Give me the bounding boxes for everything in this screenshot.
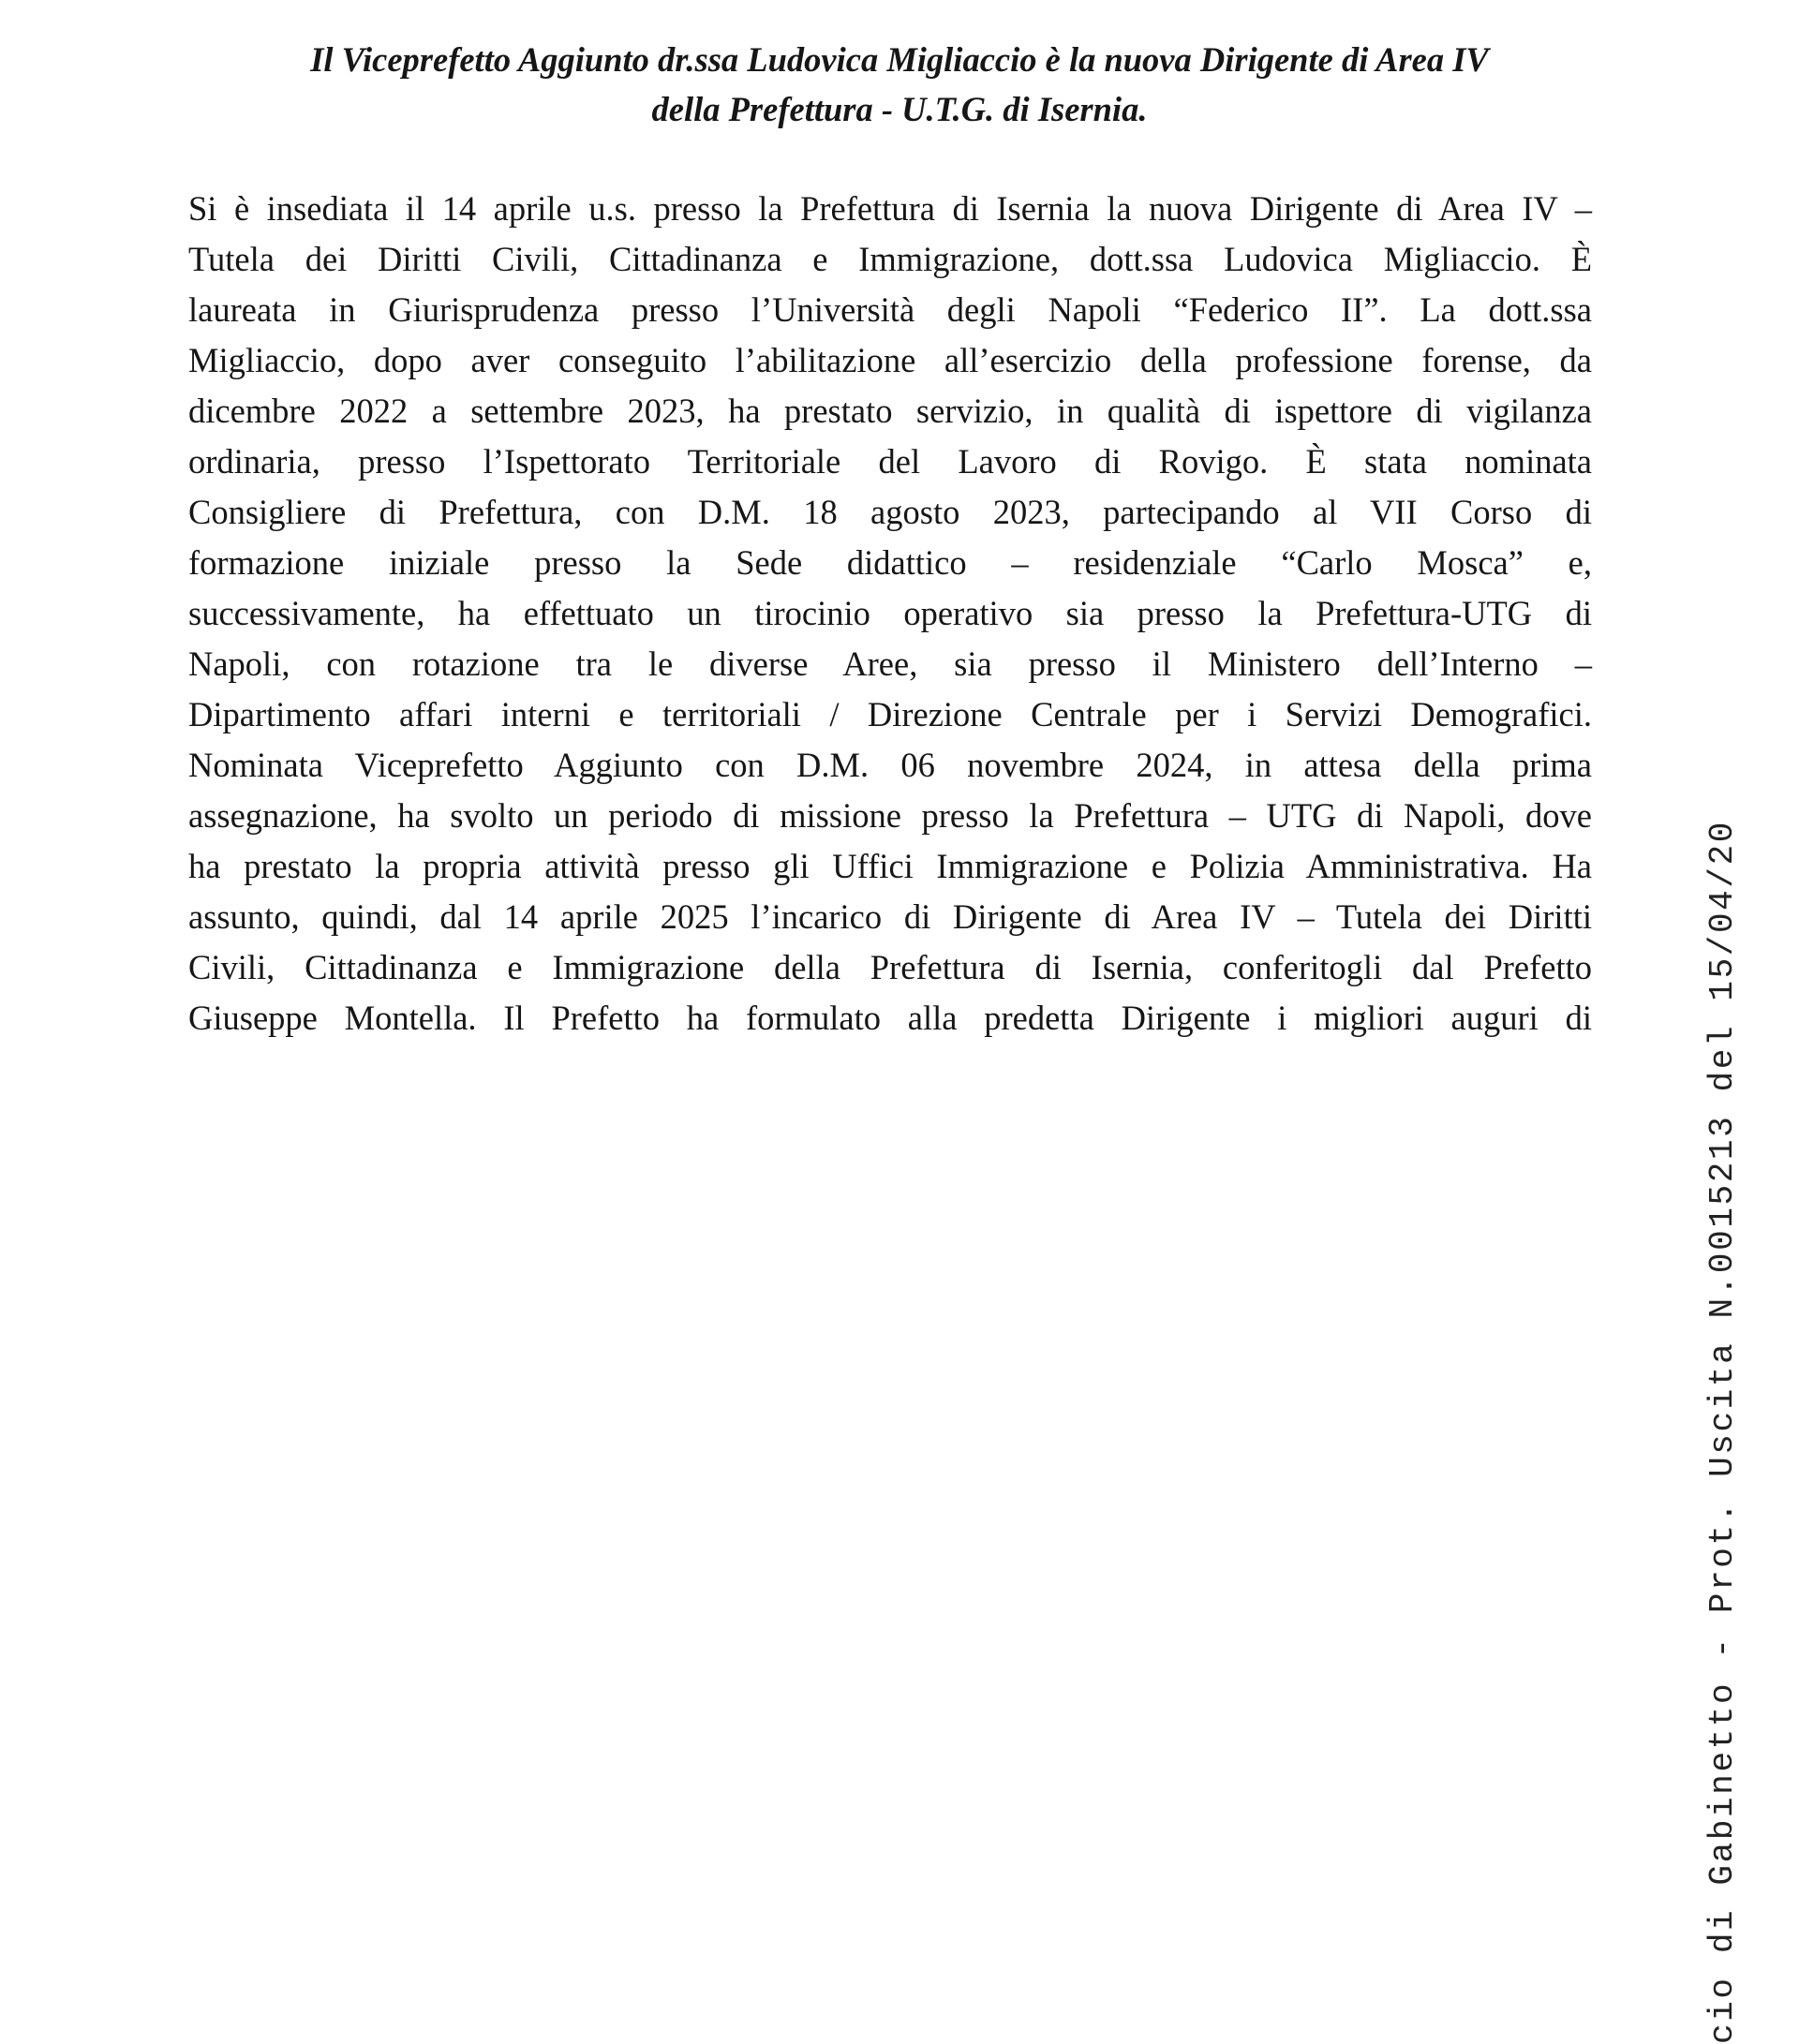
body-line: formazione iniziale presso la Sede didattico – residenziale “Carlo Mosca” e,	[188, 543, 1592, 582]
body-line: Civili, Cittadinanza e Immigrazione della Prefettura di Isernia, conferitogli dal Prefetto	[188, 948, 1592, 986]
body-line: ordinaria, presso l’Ispettorato Territoriale del Lavoro di Rovigo. È stata nominata	[188, 442, 1592, 481]
body-line: successivamente, ha effettuato un tirocinio operativo sia presso la Prefettura-UTG di	[188, 594, 1592, 632]
body-line: assegnazione, ha svolto un periodo di missione presso la Prefettura – UTG di Napoli, dove	[188, 796, 1592, 835]
document-body	[188, 184, 1592, 1044]
body-line: dicembre 2022 a settembre 2023, ha prestato servizio, in qualità di ispettore di vigilanza	[188, 392, 1592, 430]
protocol-stamp-text: cio di Gabinetto - Prot. Uscita N.0015213 del 15/04/20	[1703, 820, 1742, 2044]
body-line: Napoli, con rotazione tra le diverse Aree, sia presso il Ministero dell’Interno –	[188, 644, 1592, 683]
body-line: Nominata Viceprefetto Aggiunto con D.M. 06 novembre 2024, in attesa della prima	[188, 746, 1592, 784]
body-line: assunto, quindi, dal 14 aprile 2025 l’incarico di Dirigente di Area IV – Tutela dei Diritti	[188, 897, 1592, 936]
body-line: Migliaccio, dopo aver conseguito l’abilitazione all’esercizio della professione forense, da	[188, 341, 1592, 379]
title-line: Il Viceprefetto Aggiunto dr.ssa Ludovica Migliaccio è la nuova Dirigente di Area IV	[310, 40, 1489, 79]
body-line: ha prestato la propria attività presso gli Uffici Immigrazione e Polizia Amministrativa. Ha	[188, 847, 1592, 885]
body-line: Tutela dei Diritti Civili, Cittadinanza e Immigrazione, dott.ssa Ludovica Migliaccio. È	[188, 240, 1592, 278]
protocol-stamp	[1696, 0, 1750, 2044]
document-title	[187, 35, 1612, 134]
body-line: Si è insediata il 14 aprile u.s. presso la Prefettura di Isernia la nuova Dirigente di Area IV –	[188, 189, 1592, 228]
body-line: Giuseppe Montella. Il Prefetto ha formulato alla predetta Dirigente i migliori auguri di	[188, 999, 1592, 1037]
body-line: Consigliere di Prefettura, con D.M. 18 agosto 2023, partecipando al VII Corso di	[188, 493, 1592, 531]
title-line: della Prefettura - U.T.G. di Isernia.	[651, 90, 1148, 128]
body-line: Dipartimento affari interni e territoriali / Direzione Centrale per i Servizi Demografici.	[188, 695, 1592, 733]
body-line: laureata in Giurisprudenza presso l’Università degli Napoli “Federico II”. La dott.ssa	[188, 290, 1592, 329]
